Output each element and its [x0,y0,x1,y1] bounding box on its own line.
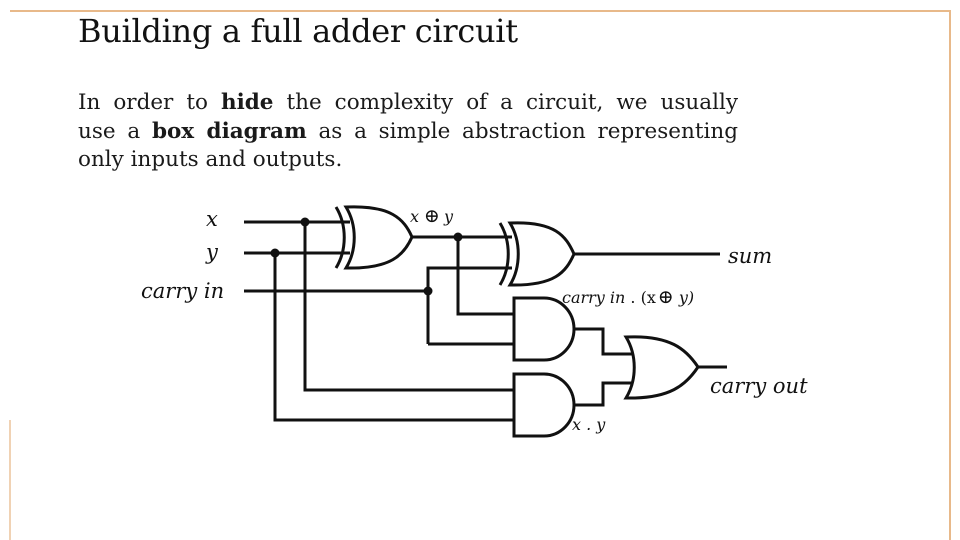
label-input-y: y [206,240,218,264]
junction-x [301,218,310,227]
bold-box-diagram: box diagram [151,118,307,144]
slide-title: Building a full adder circuit [78,12,518,50]
wire-and2-out [574,383,634,405]
junction-y [271,249,280,258]
bold-hide: hide [220,90,274,115]
label-input-carry-in: carry in [141,279,225,303]
xor-gate-1 [346,207,412,268]
wire-y-branch [275,253,514,420]
xor-gate-1-extra-arc [336,207,344,268]
label-output-carry-out: carry out [710,374,808,398]
or-gate [626,337,698,398]
label-x-xor-y: x ⊕ y [410,205,453,227]
wire-x-branch [305,222,514,390]
xor-gate-2-extra-arc [500,223,508,285]
junction-x-xor-y [454,233,463,242]
label-output-sum: sum [728,244,773,268]
and-gate-2 [514,374,574,436]
paragraph-line-3: only inputs and outputs. [78,147,343,172]
wire-carry-in-route [428,268,512,344]
and-gate-1 [514,298,574,360]
wire-and1-out [574,329,634,354]
xor-gate-2 [510,223,574,285]
paragraph-line-2: use a box diagram as a simple abstraction representing [78,118,739,144]
label-x-and-y: x . y [572,415,606,434]
label-carry-in-and-x-xor-y: carry in . (x ⊕ y) [562,286,695,308]
label-input-x: x [206,207,218,231]
paragraph-line-1: In order to hide the complexity of a circuit, we usually [78,90,738,115]
junction-carry-in [424,287,433,296]
